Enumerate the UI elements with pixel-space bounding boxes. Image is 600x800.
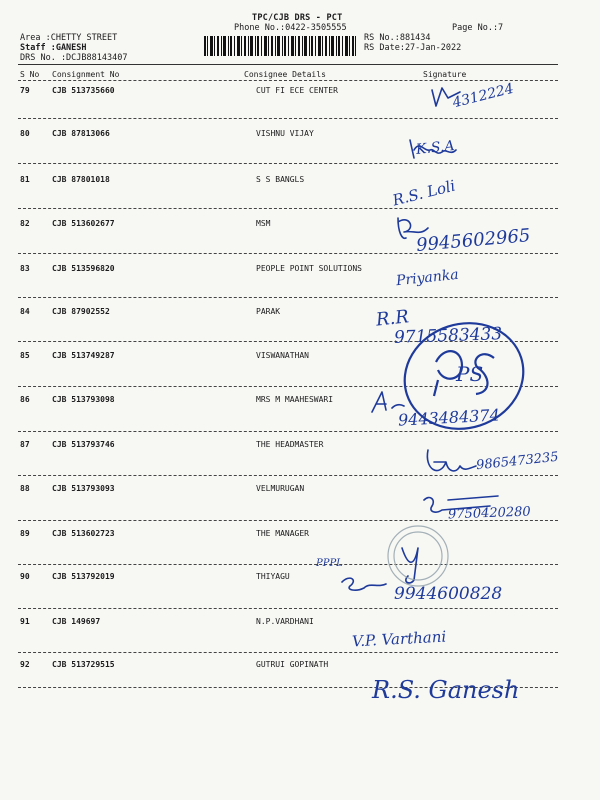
row-80-sno: 80 xyxy=(20,129,30,138)
row-82-consignment: CJB 513602677 xyxy=(52,219,115,228)
handwriting-81: R.S. Loli xyxy=(390,176,458,210)
row-79-consignee: CUT FI ECE CENTER xyxy=(256,86,338,95)
row-divider xyxy=(18,386,558,387)
handwriting-79: 4312224 xyxy=(450,80,516,112)
handwriting-87: 9865473235 xyxy=(475,449,560,474)
phone-number: Phone No.:0422-3505555 xyxy=(234,23,347,33)
row-82-consignee: MSM xyxy=(256,219,271,228)
row-92-sno: 92 xyxy=(20,660,30,669)
handwriting-84-initials: R.R xyxy=(374,306,410,331)
row-90-consignment: CJB 513792019 xyxy=(52,572,115,581)
staff-label: Staff :GANESH xyxy=(20,43,87,53)
handwriting-92: R.S. Ganesh xyxy=(372,676,520,704)
row-89-consignment: CJB 513602723 xyxy=(52,529,115,538)
row-89-sno: 89 xyxy=(20,529,30,538)
row-83-consignment: CJB 513596820 xyxy=(52,264,115,273)
row-divider xyxy=(18,118,558,119)
faint-stamp-circle xyxy=(388,526,448,586)
row-84-consignment: CJB 87902552 xyxy=(52,307,110,316)
col-sno-header: S No xyxy=(20,70,40,79)
row-81-sno: 81 xyxy=(20,175,30,184)
signature-87 xyxy=(427,450,476,471)
row-92-consignment: CJB 513729515 xyxy=(52,660,115,669)
row-81-consignment: CJB 87801018 xyxy=(52,175,110,184)
row-89-consignee: THE MANAGER xyxy=(256,529,309,538)
area-label: Area :CHETTY STREET xyxy=(20,33,118,43)
rs-number: RS No.:881434 xyxy=(364,33,431,43)
row-divider xyxy=(18,608,558,609)
signature-85 xyxy=(372,392,404,412)
page-number: Page No.:7 xyxy=(452,23,504,33)
row-divider xyxy=(18,475,558,476)
col-consignment-header: Consignment No xyxy=(52,70,120,79)
row-divider xyxy=(18,163,558,164)
row-91-consignment: CJB 149697 xyxy=(52,617,101,626)
row-85-consignment: CJB 513749287 xyxy=(52,351,115,360)
column-header-rule xyxy=(18,80,558,81)
rs-date: RS Date:27-Jan-2022 xyxy=(364,43,462,53)
handwriting-86: 9443484374 xyxy=(397,405,501,430)
row-divider xyxy=(18,208,558,209)
row-81-consignee: S S BANGLS xyxy=(256,175,305,184)
row-87-consignment: CJB 513793746 xyxy=(52,440,115,449)
stamp-text: PS xyxy=(456,362,484,386)
row-91-sno: 91 xyxy=(20,617,30,626)
handwriting-90-note: PPPL xyxy=(316,558,343,569)
strike-88 xyxy=(448,496,498,500)
row-87-sno: 87 xyxy=(20,440,30,449)
barcode-image xyxy=(204,36,356,56)
header-rule xyxy=(18,64,558,65)
row-90-consignee: THIYAGU xyxy=(256,572,290,581)
row-92-consignee: GUTRUI GOPINATH xyxy=(256,660,329,669)
handwriting-84-phone: 9715583433 xyxy=(393,324,503,348)
row-88-sno: 88 xyxy=(20,484,30,493)
handwriting-88: 9750420280 xyxy=(447,504,531,523)
sheet-title: TPC/CJB DRS - PCT xyxy=(252,13,343,23)
row-80-consignment: CJB 87813066 xyxy=(52,129,110,138)
row-84-sno: 84 xyxy=(20,307,30,316)
row-87-consignee: THE HEADMASTER xyxy=(256,440,324,449)
row-88-consignee: VELMURUGAN xyxy=(256,484,305,493)
row-divider xyxy=(18,253,558,254)
row-83-consignee: PEOPLE POINT SOLUTIONS xyxy=(256,264,362,273)
row-79-sno: 79 xyxy=(20,86,30,95)
row-91-consignee: N.P.VARDHANI xyxy=(256,617,314,626)
row-85-consignee: VISWANATHAN xyxy=(256,351,309,360)
row-divider xyxy=(18,564,558,565)
handwriting-80: K.S.A xyxy=(415,138,456,158)
handwriting-82: 9945602965 xyxy=(415,225,532,256)
drs-number: DRS No. :DCJB88143407 xyxy=(20,53,128,63)
row-86-consignment: CJB 513793098 xyxy=(52,395,115,404)
row-88-consignment: CJB 513793093 xyxy=(52,484,115,493)
col-signature-header: Signature xyxy=(423,70,467,79)
row-86-sno: 86 xyxy=(20,395,30,404)
signature-90 xyxy=(342,578,386,590)
handwriting-83: Priyanka xyxy=(395,266,460,290)
col-details-header: Consignee Details xyxy=(244,70,326,79)
row-divider xyxy=(18,652,558,653)
signature-89 xyxy=(402,548,418,583)
row-85-sno: 85 xyxy=(20,351,30,360)
row-divider xyxy=(18,297,558,298)
row-84-consignee: PARAK xyxy=(256,307,281,316)
row-86-consignee: MRS M MAAHESWARI xyxy=(256,395,334,404)
row-82-sno: 82 xyxy=(20,219,30,228)
handwriting-90-phone: 9944600828 xyxy=(394,584,503,604)
row-83-sno: 83 xyxy=(20,264,30,273)
row-79-consignment: CJB 513735660 xyxy=(52,86,115,95)
row-80-consignee: VISHNU VIJAY xyxy=(256,129,314,138)
row-90-sno: 90 xyxy=(20,572,30,581)
handwriting-91: V.P. Varthani xyxy=(351,627,447,651)
row-divider xyxy=(18,431,558,432)
